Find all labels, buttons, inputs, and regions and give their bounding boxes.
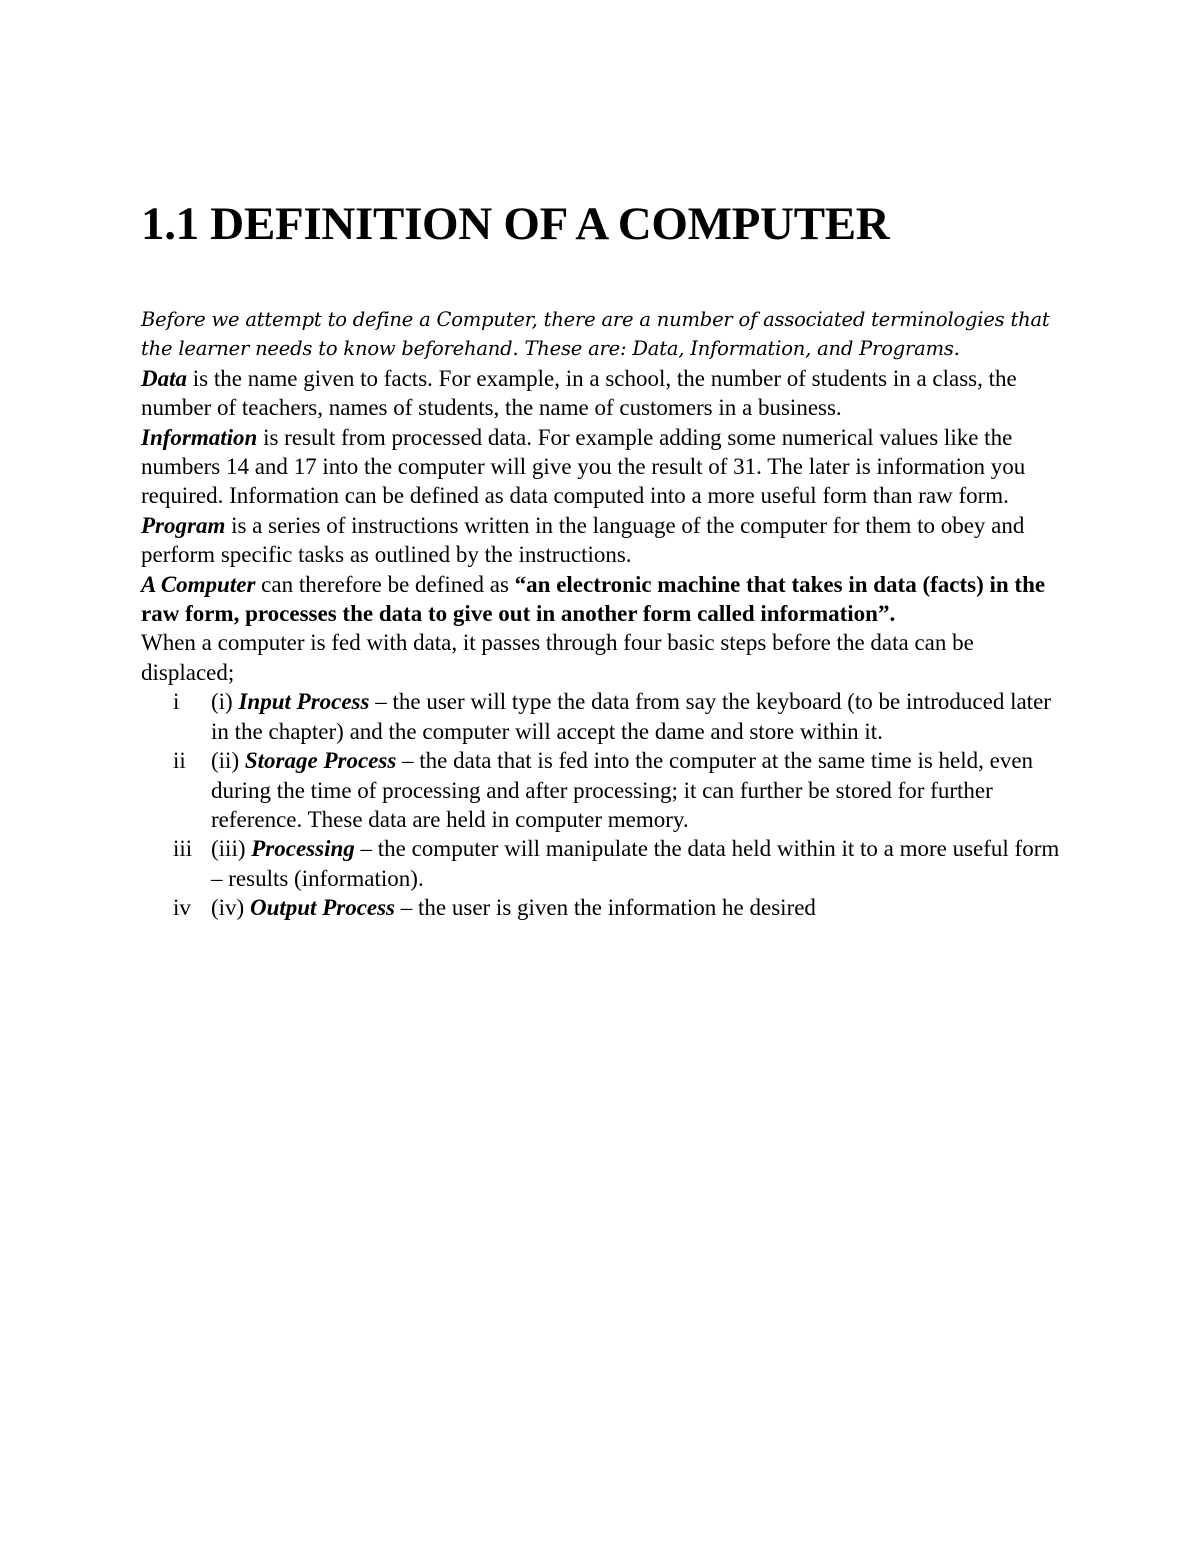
steps-intro: When a computer is fed with data, it passes through four basic steps before the data can be displaced; [141, 630, 974, 685]
intro-paragraph: Before we attempt to define a Computer, there are a number of associated terminologies that the learner needs to know beforehand. These are: Data, Information, and Programs. [141, 308, 1050, 361]
list-item-number: iv [173, 895, 191, 921]
data-definition-text: is the name given to facts. For example, in a school, the number of students in a class, the number of teachers, names of students, the name of customers in a business. [141, 365, 1017, 421]
program-definition [141, 511, 1061, 570]
list-item-number: ii [173, 748, 186, 774]
program-definition-text: is a series of instructions written in the language of the computer for them to obey and perform specific tasks as outlined by the instructions. [141, 512, 1025, 568]
list-item [141, 834, 1061, 893]
information-term: Information [141, 424, 258, 450]
steps-list [141, 687, 1061, 922]
list-item-text: – the data that is fed into the computer at the same time is held, even during the time of processing and after processing; it can further be stored for further reference. These data are held in computer memory. [211, 748, 1034, 832]
list-item-term: Input Process [238, 689, 370, 715]
data-term: Data [141, 365, 187, 391]
information-definition-text: is result from processed data. For example adding some numerical values like the numbers 14 and 17 into the computer will give you the result of 31. The later is information you required. Information can be defined as data computed into a more useful form than raw form. [141, 424, 1026, 509]
list-item-term: Processing [251, 836, 355, 862]
page-title: 1.1 DEFINITION OF A COMPUTER [141, 198, 890, 250]
list-item-number: iii [173, 836, 193, 862]
computer-definition-quote: “an electronic machine that takes in data (facts) in the raw form, processes the data to give out in another form called information”. [141, 571, 1046, 627]
information-definition [141, 423, 1061, 511]
list-item-text: – the user will type the data from say the keyboard (to be introduced later in the chapter) and the computer will accept the dame and store within it. [211, 689, 1051, 744]
document-body [141, 305, 1061, 923]
computer-definition-text: can therefore be defined as [255, 571, 515, 597]
data-definition [141, 364, 1061, 423]
program-term: Program [141, 512, 226, 538]
list-item-term: Output Process [249, 895, 396, 921]
list-item-label: (iv) [211, 895, 250, 921]
list-item [141, 746, 1061, 834]
list-item-term: Storage Process [244, 748, 397, 774]
list-item-label: (ii) [211, 748, 245, 774]
computer-definition [141, 570, 1061, 629]
list-item [141, 687, 1061, 746]
list-item-text: – the user is given the information he desired [395, 895, 816, 921]
computer-term: A Computer [141, 571, 256, 597]
list-item [141, 893, 1061, 922]
list-item-label: (iii) [211, 836, 252, 862]
list-item-number: i [173, 689, 180, 715]
list-item-label: (i) [211, 689, 239, 715]
list-item-text: – the computer will manipulate the data held within it to a more useful form – results (information). [211, 836, 1060, 891]
